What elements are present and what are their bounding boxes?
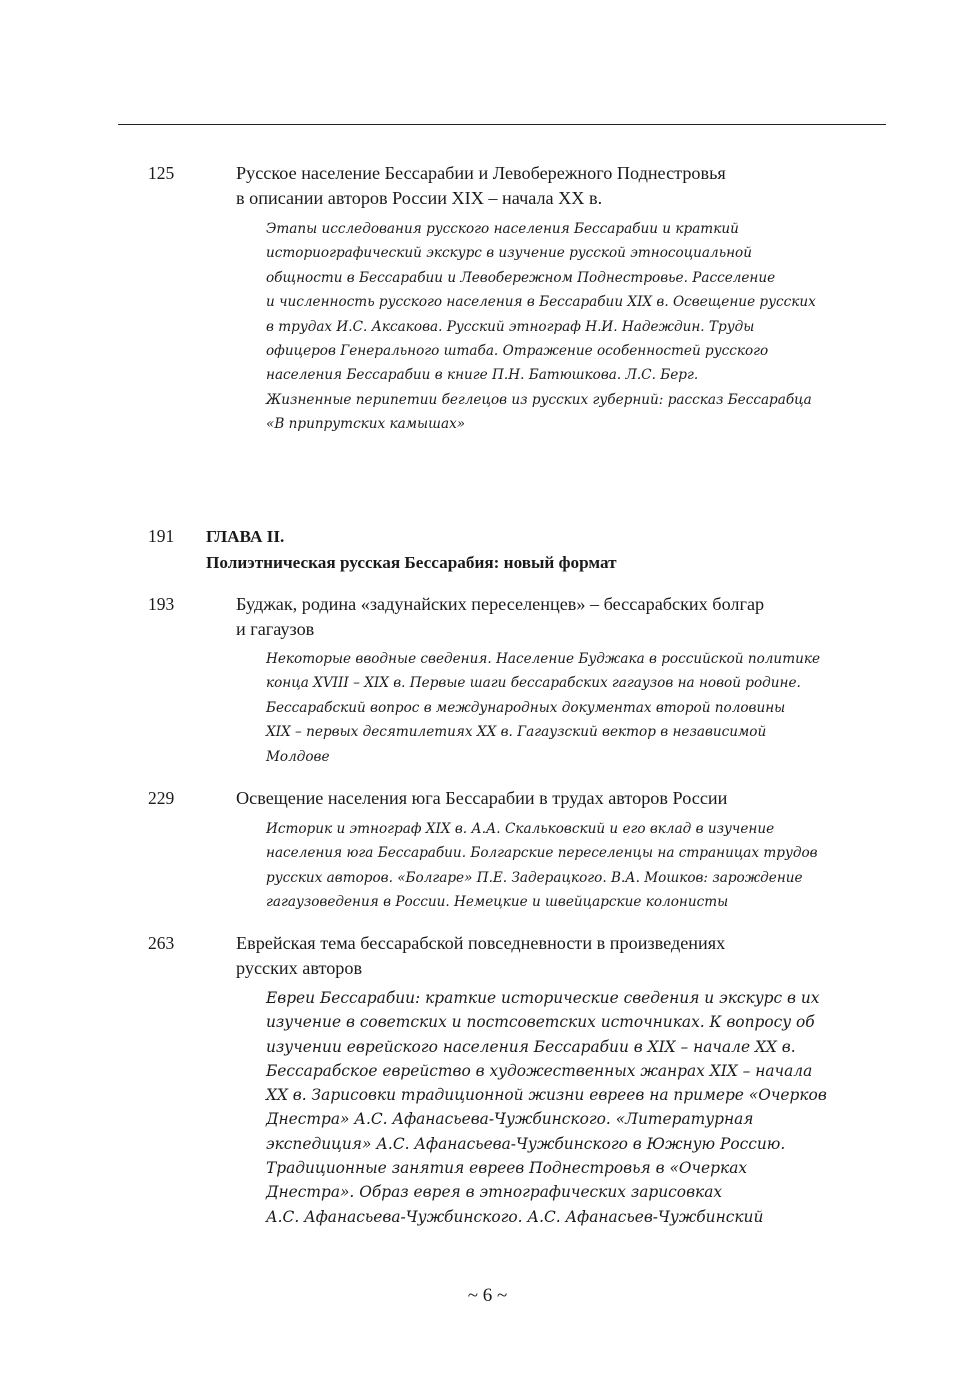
toc-section-title bbox=[236, 786, 856, 811]
desc-line: гагаузоведения в России. Немецкие и швейцарские колонисты bbox=[266, 894, 729, 911]
desc-line: и численность русского населения в Бессарабии XIX в. Освещение русских bbox=[266, 294, 816, 311]
toc-section-description bbox=[266, 647, 866, 769]
chapter-title bbox=[206, 524, 866, 576]
toc-section-description bbox=[266, 217, 866, 437]
toc-section-title bbox=[236, 161, 856, 211]
title-line: в описании авторов России XIX – начала XX в. bbox=[236, 188, 603, 208]
toc-page-number: 125 bbox=[148, 163, 175, 183]
toc-section-description bbox=[266, 986, 866, 1229]
desc-line: Историк и этнограф XIX в. А.А. Скальковский и его вклад в изучение bbox=[266, 821, 775, 837]
desc-line: конца XVIII – XIX в. Первые шаги бессарабских гагаузов на новой родине. bbox=[266, 675, 801, 692]
desc-line: населения юга Бессарабии. Болгарские переселенцы на страницах трудов bbox=[266, 845, 818, 862]
desc-line: А.С. Афанасьева-Чужбинского. А.С. Афанасьев-Чужбинский bbox=[266, 1207, 764, 1226]
desc-line: офицеров Генерального штаба. Отражение особенностей русского bbox=[266, 343, 769, 360]
desc-line: Молдове bbox=[266, 748, 330, 765]
desc-line: Евреи Бессарабии: краткие исторические сведения и экскурс в их bbox=[266, 989, 820, 1007]
toc-page-number: 191 bbox=[148, 526, 175, 546]
desc-line: Бессарабское еврейство в художественных жанрах XIX – начала bbox=[266, 1061, 813, 1080]
desc-line: Днестра» А.С. Афанасьева-Чужбинского. «Литературная bbox=[266, 1110, 754, 1129]
title-line: Освещение населения юга Бессарабии в трудах авторов России bbox=[236, 788, 728, 808]
chapter-label: ГЛАВА II. bbox=[206, 527, 285, 546]
toc-section-title bbox=[236, 592, 856, 642]
desc-line: XIX – первых десятилетиях XX в. Гагаузский вектор в независимой bbox=[266, 724, 767, 741]
desc-line: экспедиция» А.С. Афанасьева-Чужбинского в Южную Россию. bbox=[266, 1134, 786, 1153]
title-line: и гагаузов bbox=[236, 619, 315, 639]
toc-page-number: 263 bbox=[148, 933, 175, 953]
desc-line: населения Бессарабии в книге П.Н. Батюшкова. Л.С. Берг. bbox=[266, 367, 699, 384]
desc-line: «В припрутских камышах» bbox=[266, 416, 466, 433]
desc-line: Традиционные занятия евреев Поднестровья в «Очерках bbox=[266, 1159, 748, 1178]
toc-section-description bbox=[266, 817, 866, 915]
title-line: Русское население Бессарабии и Левобережного Поднестровья bbox=[236, 163, 726, 183]
desc-line: историографический экскурс в изучение русской этносоциальной bbox=[266, 245, 752, 262]
desc-line: в трудах И.С. Аксакова. Русский этнограф Н.И. Надеждин. Труды bbox=[266, 318, 755, 335]
desc-line: русских авторов. «Болгаре» П.Е. Задерацкого. В.А. Мошков: зарождение bbox=[266, 869, 803, 886]
desc-line: общности в Бессарабии и Левобережном Поднестровье. Расселение bbox=[266, 269, 776, 286]
desc-line: Этапы исследования русского населения Бессарабии и краткий bbox=[266, 221, 739, 237]
desc-line: XX в. Зарисовки традиционной жизни евреев на примере «Очерков bbox=[266, 1086, 827, 1105]
toc-page-number: 193 bbox=[148, 594, 175, 614]
title-line: Буджак, родина «задунайских переселенцев» – бессарабских болгар bbox=[236, 594, 765, 614]
desc-line: изучении еврейского населения Бессарабии в XIX – начале XX в. bbox=[266, 1037, 796, 1056]
desc-line: Бессарабский вопрос в международных документах второй половины bbox=[266, 699, 786, 716]
chapter-name: Полиэтническая русская Бессарабия: новый формат bbox=[206, 553, 617, 572]
toc-page-number: 229 bbox=[148, 788, 175, 808]
desc-line: Некоторые вводные сведения. Население Буджака в российской политике bbox=[266, 651, 820, 667]
header-rule bbox=[118, 124, 886, 125]
title-line: Еврейская тема бессарабской повседневности в произведениях bbox=[236, 933, 726, 953]
desc-line: Жизненные перипетии беглецов из русских губерний: рассказ Бессарабца bbox=[266, 391, 812, 408]
desc-line: Днестра». Образ еврея в этнографических зарисовках bbox=[266, 1183, 723, 1202]
page-number-footer: ~ 6 ~ bbox=[467, 1285, 508, 1306]
toc-section-title bbox=[236, 931, 856, 981]
desc-line: изучение в советских и постсоветских источниках. К вопросу об bbox=[266, 1013, 815, 1032]
title-line: русских авторов bbox=[236, 958, 363, 978]
